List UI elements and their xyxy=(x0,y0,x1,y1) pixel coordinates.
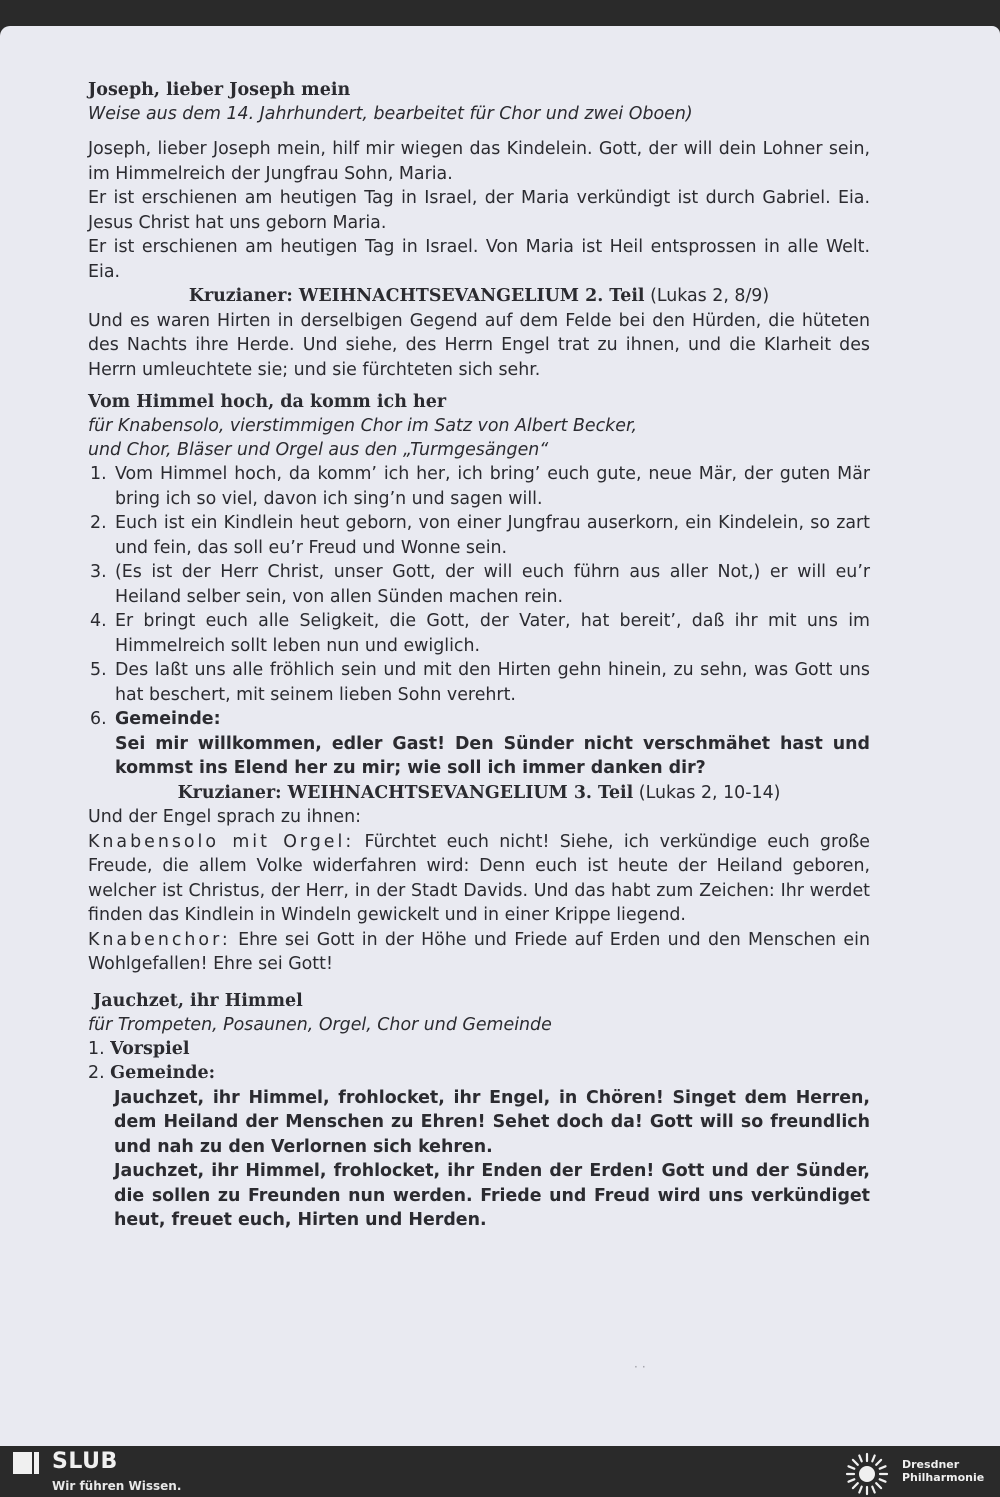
philharmonie-name-line: Dresdner xyxy=(902,1458,960,1471)
top-frame xyxy=(0,0,1000,26)
verse-text: Sei mir willkommen, edler Gast! Den Sünder nicht verschmähet hast und kommst ins Elend her zu mir; wie soll ich immer danken dir? xyxy=(115,733,870,778)
solo-text: Fürchtet euch nicht! Siehe, ich verkündige euch große Freude, die allem Volke widerfahren wird: Denn euch ist heute der Heiland geboren, welcher ist Christus, der Herr, in der Stadt Davids. Und das habt zum Zeichen: Ihr werdet finden das Kindlein in Windeln gewickelt und in einer Krippe liegend. xyxy=(88,831,871,925)
gospel-heading xyxy=(88,284,870,309)
lyric-line: Er ist erschienen am heutigen Tag in Israel. Von Maria ist Heil entsprossen in alle Welt. Eia. xyxy=(88,237,870,282)
slub-logo-icon[interactable] xyxy=(13,1452,39,1474)
program-text xyxy=(88,78,870,1233)
philharmonie-name-line: Philharmonie xyxy=(902,1471,985,1484)
philharmonie-logo-icon[interactable] xyxy=(844,1451,890,1497)
verse-number: 4. xyxy=(90,611,107,631)
verse-text: Des laßt uns alle fröhlich sein und mit den Hirten gehn hinein, zu sehn, was Gott uns hat beschert, mit seinem lieben Sohn verehrt. xyxy=(115,660,870,705)
verse-item xyxy=(88,560,870,609)
slub-name: SLUB xyxy=(52,1449,118,1474)
verse-text: (Es ist der Herr Christ, unser Gott, der will euch führn aus aller Not,) er will eu’r Heiland selber sein, von allen Sünden machen rein. xyxy=(115,562,870,607)
paper-speck: ·· xyxy=(634,1360,650,1374)
hymn-stanzas xyxy=(88,1086,870,1233)
solo-label: Knabensolo mit Orgel: xyxy=(88,831,355,852)
verse-item xyxy=(88,658,870,707)
verse-number: 3. xyxy=(90,562,107,582)
hymn-stanza: Jauchzet, ihr Himmel, frohlocket, ihr Engel, in Chören! Singet dem Herren, dem Heiland der Menschen zu Ehren! Sehet doch da! Gott will so freundlich und nah zu den Verlornen sich kehren. xyxy=(114,1087,870,1157)
verse-label: Gemeinde: xyxy=(115,709,221,729)
gospel-intro: Und der Engel sprach zu ihnen: xyxy=(88,807,361,827)
item-vorspiel xyxy=(88,1037,870,1062)
piece-subtitle: und Chor, Bläser und Orgel aus den „Turmgesängen“ xyxy=(88,440,549,460)
piece-title: Joseph, lieber Joseph mein xyxy=(88,80,351,100)
item-label: Vorspiel xyxy=(110,1038,190,1059)
verse-text: Euch ist ein Kindlein heut geborn, von einer Jungfrau auserkorn, ein Kindelein, so zart und fein, das soll eu’r Freud und Wonne sein. xyxy=(115,513,870,558)
piece-title: Jauchzet, ihr Himmel xyxy=(93,990,303,1011)
lyric-line: Er ist erschienen am heutigen Tag in Israel, der Maria verkündigt ist durch Gabriel. Eia. Jesus Christ hat uns geborn Maria. xyxy=(88,188,870,233)
piece-title: Vom Himmel hoch, da komm ich her xyxy=(88,392,447,412)
piece-subtitle: Weise aus dem 14. Jahrhundert, bearbeitet für Chor und zwei Oboen) xyxy=(88,104,693,124)
gospel-heading xyxy=(88,781,870,806)
viewer-footer xyxy=(0,1446,1000,1497)
piece-joseph xyxy=(88,78,870,284)
verse-number: 5. xyxy=(90,660,107,680)
piece-vom-himmel xyxy=(88,390,870,781)
choir-passage xyxy=(88,928,870,977)
gospel-reference: (Lukas 2, 10-14) xyxy=(638,782,781,803)
item-label: Gemeinde: xyxy=(110,1063,216,1083)
piece-subtitle: für Trompeten, Posaunen, Orgel, Chor und Gemeinde xyxy=(88,1014,552,1035)
verse-item xyxy=(88,462,870,511)
verse-number: 2. xyxy=(90,513,107,533)
verse-item xyxy=(88,609,870,658)
slub-slogan: Wir führen Wissen. xyxy=(52,1479,182,1493)
piece-subtitle: für Knabensolo, vierstimmigen Chor im Satz von Albert Becker, xyxy=(88,416,638,436)
verse-list xyxy=(88,462,870,781)
verse-item xyxy=(88,707,870,781)
verse-text: Er bringt euch alle Seligkeit, die Gott, der Vater, hat bereit’, daß ihr mit uns im Himmelreich sollt leben nun und ewiglich. xyxy=(115,611,870,656)
verse-text: Vom Himmel hoch, da komm’ ich her, ich bring’ euch gute, neue Mär, der guten Mär bring ich so viel, davon ich sing’n und sagen will. xyxy=(115,464,870,509)
gospel-title: Kruzianer: WEIHNACHTSEVANGELIUM 2. Teil xyxy=(188,286,645,306)
gospel-text: Und es waren Hirten in derselbigen Gegend auf dem Felde bei den Hürden, die hüteten des Nachts ihre Herde. Und siehe, des Herrn Engel trat zu ihnen, und die Klarheit des Herrn umleuchtete sie; und sie fürchteten sich sehr. xyxy=(88,310,870,380)
item-gemeinde xyxy=(88,1061,870,1086)
solo-passage xyxy=(88,830,870,928)
item-number: 1. xyxy=(88,1038,105,1059)
hymn-stanza: Jauchzet, ihr Himmel, frohlocket, ihr Enden der Erden! Gott und der Sünder, die sollen zu Freunden nun werden. Friede und Freud wird uns verkündiget heut, freuet euch, Hirten und Herden. xyxy=(114,1161,870,1230)
gospel-reference: (Lukas 2, 8/9) xyxy=(650,286,770,306)
choir-label: Knabenchor: xyxy=(88,929,231,950)
verse-number: 6. xyxy=(90,709,107,729)
philharmonie-name xyxy=(902,1458,984,1484)
gospel-title: Kruzianer: WEIHNACHTSEVANGELIUM 3. Teil xyxy=(177,782,634,803)
piece-jauchzet xyxy=(88,989,870,1233)
item-number: 2. xyxy=(88,1063,105,1083)
verse-item xyxy=(88,511,870,560)
document-page xyxy=(0,26,1000,1446)
lyric-line: Joseph, lieber Joseph mein, hilf mir wiegen das Kindelein. Gott, der will dein Lohner sein, im Himmelreich der Jungfrau Sohn, Maria. xyxy=(88,139,870,184)
verse-number: 1. xyxy=(90,464,107,484)
piece-lyrics xyxy=(88,137,870,284)
choir-text: Ehre sei Gott in der Höhe und Friede auf Erden und den Menschen ein Wohlgefallen! Ehre sei Gott! xyxy=(88,929,870,974)
